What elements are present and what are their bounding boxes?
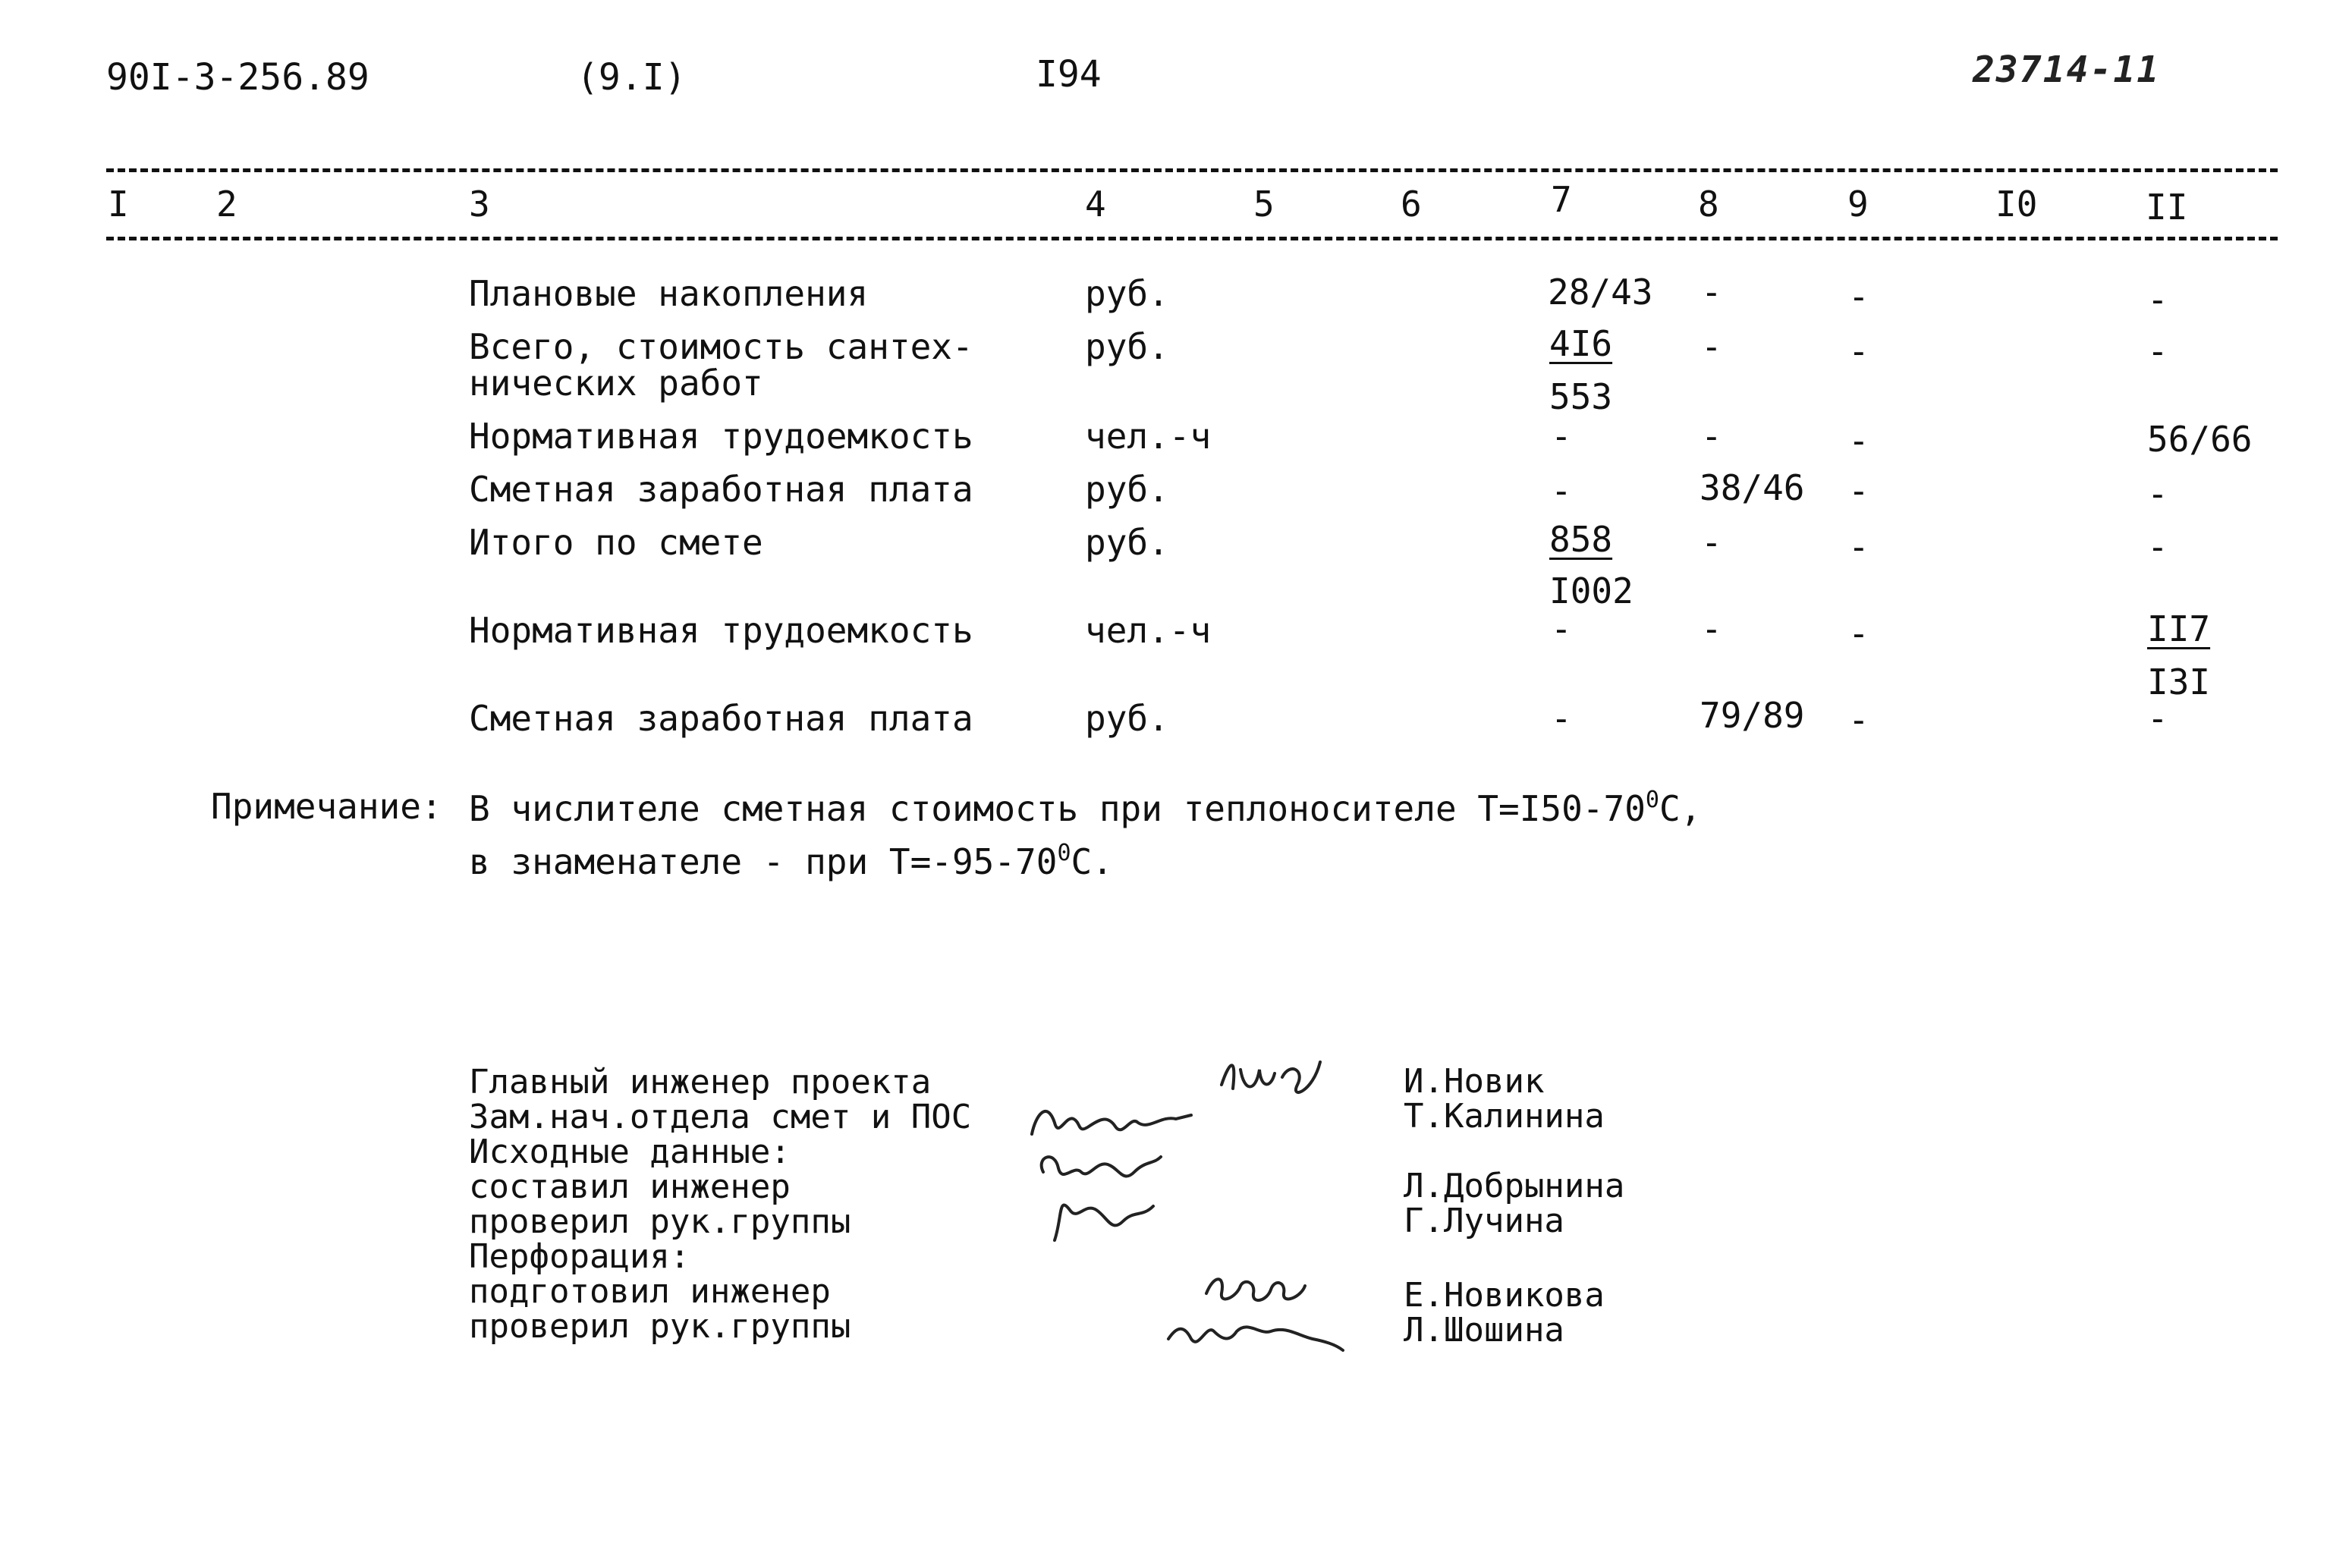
row-name: Сметная заработная плата <box>469 469 973 510</box>
cell-col9: - <box>1848 526 1869 567</box>
col-header-10: I0 <box>1995 184 2038 225</box>
note-line-2-text: в знаменателе - при Т=-95-70 <box>469 841 1058 882</box>
col-header-7: 7 <box>1551 179 1572 220</box>
cell-col7: - <box>1551 698 1572 739</box>
row-unit: руб. <box>1085 698 1169 739</box>
note-line-2 <box>469 840 1113 882</box>
note-line-1-unit: С, <box>1659 788 1702 829</box>
role-prepared-by: подготовил инженер <box>469 1272 831 1311</box>
cell-col8: 79/89 <box>1700 695 1805 736</box>
cell-col9: - <box>1848 699 1869 740</box>
row-name: Сметная заработная плата <box>469 698 973 739</box>
cell-col11: - <box>2147 526 2168 567</box>
table-header-rule <box>106 237 2278 240</box>
cell-col8: 38/46 <box>1700 467 1805 508</box>
section-number: (9.I) <box>577 56 687 99</box>
row-unit: чел.-ч <box>1085 610 1212 651</box>
role-compiled-by: составил инженер <box>469 1167 791 1206</box>
cell-col11: - <box>2147 698 2168 739</box>
cell-col7: - <box>1551 416 1572 457</box>
row-name: Плановые накопления <box>469 273 869 314</box>
cell-col8: - <box>1701 416 1722 457</box>
cell-col11-numerator: II7 <box>2147 608 2211 649</box>
cell-col7-denominator: 553 <box>1549 376 1613 417</box>
row-unit: руб. <box>1085 469 1169 510</box>
role-chief-engineer: Главный инженер проекта <box>469 1063 932 1101</box>
row-name: Нормативная трудоемкость <box>469 416 973 457</box>
degree-sign: 0 <box>1645 787 1659 813</box>
cell-col11: - <box>2147 473 2168 514</box>
signature-novik <box>1214 1047 1328 1108</box>
cell-col8: - <box>1701 522 1722 563</box>
role-checked-by-2: проверил рук.группы <box>469 1307 851 1346</box>
cell-col8: - <box>1701 326 1722 367</box>
archive-stamp: 23714-11 <box>1973 49 2161 91</box>
col-header-5: 5 <box>1253 184 1275 225</box>
col-header-4: 4 <box>1085 184 1106 225</box>
page-number: I94 <box>1036 53 1102 96</box>
document-code: 90I-3-256.89 <box>106 56 369 99</box>
cell-col11: 56/66 <box>2147 419 2253 460</box>
note-label: Примечание: <box>211 786 442 827</box>
row-name: Нормативная трудоемкость <box>469 610 973 651</box>
cell-col7-numerator: 4I6 <box>1549 323 1613 364</box>
note-line-1-text: В числителе сметная стоимость при теплоносителе Т=I50-70 <box>469 788 1646 829</box>
cell-col9: - <box>1848 331 1869 372</box>
cell-col9: - <box>1848 470 1869 511</box>
degree-sign: 0 <box>1057 840 1071 866</box>
col-header-3: 3 <box>469 184 490 225</box>
row-unit: чел.-ч <box>1085 416 1212 457</box>
col-header-11: II <box>2146 187 2188 228</box>
signature-luchina <box>1039 1187 1161 1248</box>
cell-col8: - <box>1701 608 1722 649</box>
col-header-9: 9 <box>1847 184 1869 225</box>
cell-col7-denominator: I002 <box>1549 570 1634 611</box>
row-unit: руб. <box>1085 326 1169 367</box>
col-header-8: 8 <box>1698 184 1719 225</box>
row-unit: руб. <box>1085 522 1169 563</box>
cell-col11: - <box>2147 279 2168 320</box>
cell-col7-numerator: 858 <box>1549 519 1613 560</box>
name-novikova: Е.Новикова <box>1404 1276 1605 1315</box>
name-kalinina: Т.Калинина <box>1404 1097 1605 1136</box>
col-header-2: 2 <box>216 184 237 225</box>
cell-col7: - <box>1551 608 1572 649</box>
name-shoshina: Л.Шошина <box>1404 1311 1564 1350</box>
table-top-rule <box>106 168 2278 172</box>
cell-col11-denominator: I3I <box>2147 661 2211 702</box>
role-checked-by: проверил рук.группы <box>469 1202 851 1241</box>
cell-col8: - <box>1701 272 1722 313</box>
role-deputy-head: Зам.нач.отдела смет и ПОС <box>469 1098 972 1136</box>
signature-novikova <box>1199 1263 1313 1309</box>
cell-col9: - <box>1848 613 1869 654</box>
cell-col9: - <box>1848 420 1869 461</box>
row-unit: руб. <box>1085 273 1169 314</box>
cell-col11: - <box>2147 331 2168 372</box>
row-name: Итого по смете <box>469 522 763 563</box>
signature-kalinina <box>1024 1092 1199 1145</box>
role-source-data-heading: Исходные данные: <box>469 1133 791 1171</box>
name-novik: И.Новик <box>1404 1062 1545 1101</box>
col-header-1: I <box>108 184 129 225</box>
signature-shoshina <box>1161 1305 1351 1365</box>
note-line-1 <box>469 787 1702 829</box>
row-name-line2: нических работ <box>469 363 763 404</box>
name-dobrynina: Л.Добрынина <box>1404 1167 1625 1205</box>
note-line-2-unit: С. <box>1071 841 1113 882</box>
cell-col7: 28/43 <box>1548 272 1653 313</box>
cell-col7: - <box>1551 470 1572 511</box>
cell-col9: - <box>1848 276 1869 317</box>
row-name-line1: Всего, стоимость сантех- <box>469 326 973 367</box>
signature-roles <box>469 1065 971 1344</box>
name-luchina: Г.Лучина <box>1404 1202 1564 1240</box>
col-header-6: 6 <box>1401 184 1422 225</box>
role-perforation-heading: Перфорация: <box>469 1237 690 1276</box>
